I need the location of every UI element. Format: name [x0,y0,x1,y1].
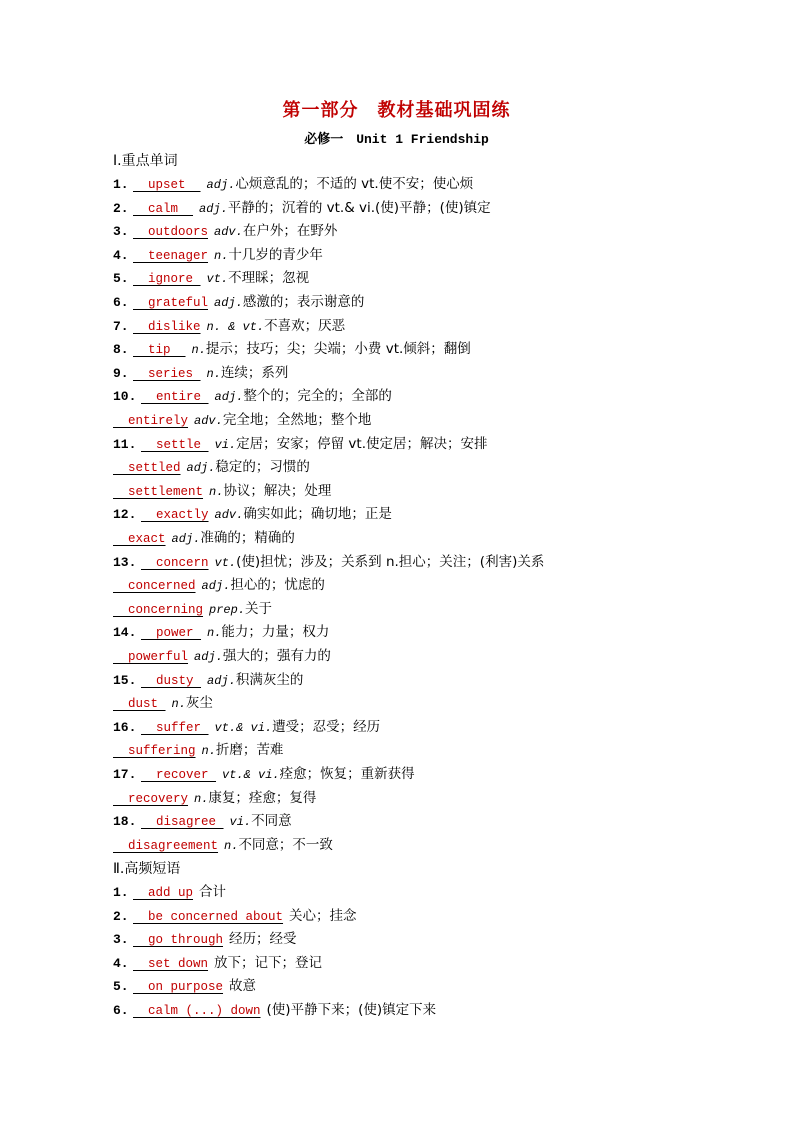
answer-blank: set down [133,956,209,971]
part-of-speech: n. [171,697,186,712]
answer-blank: recovery [113,791,189,806]
section-key-words-heading: Ⅰ.重点单词 [113,153,178,169]
answer-blank: be concerned about [133,909,284,924]
word-meaning: 痊愈；恢复；重新获得 [279,766,415,782]
part-of-speech: adj. [207,673,236,688]
part-of-speech: vt. [214,555,237,570]
part-of-speech: prep. [209,602,246,617]
entry-number: 7. [113,318,129,334]
entry-number: 16. [113,719,137,735]
word-meaning: 完全地；全然地；整个地 [222,412,372,428]
word-entry [113,692,213,714]
part-of-speech: adj. [201,579,231,594]
word-entry [113,551,544,573]
phrase-meaning: 关心；挂念 [289,907,357,924]
phrase-entry [113,881,226,903]
answer-blank: ignore [133,272,201,287]
word-meaning: 关于 [245,600,273,617]
word-meaning: 定居；安家；停留 vt.使定居；解决；安排 [236,435,488,452]
phrase-entry [113,928,297,950]
word-entry [113,787,316,809]
part-of-speech: adj. [194,650,223,664]
word-entry [113,385,392,407]
answer-blank: go through [133,933,224,948]
word-entry [113,267,309,289]
answer-blank: settlement [113,484,204,499]
word-entry [113,338,471,360]
entry-number: 1. [113,177,129,192]
word-meaning: 不同意；不一致 [238,836,333,853]
word-entry [113,197,491,219]
word-entry [113,739,283,761]
word-entry [113,574,325,596]
entry-number: 17. [113,767,137,782]
answer-blank: disagreement [113,838,219,853]
answer-blank: tip [133,343,186,358]
word-entry [113,480,331,502]
word-meaning: 稳定的；习惯的 [215,459,310,476]
word-meaning: 强大的；强有力的 [222,648,331,664]
part-of-speech: n. [207,626,222,641]
word-meaning: 心烦意乱的；不适的 vt.使不安；使心烦 [235,176,474,192]
word-entry [113,244,323,266]
answer-blank: concerned [113,579,196,594]
word-meaning: 不理睬；忽视 [228,270,310,287]
word-meaning: 灰尘 [185,695,213,712]
part-of-speech: vt.& vi. [222,768,280,782]
part-of-speech: vt.& vi. [214,720,273,735]
answer-blank: upset [133,178,201,192]
phrase-meaning: 经历；经受 [229,931,297,948]
phrase-meaning: 放下；记下；登记 [214,954,323,971]
word-entry [113,810,292,832]
part-of-speech: vt. [206,272,229,287]
answer-blank: entirely [113,414,189,428]
entry-number: 4. [113,955,129,971]
answer-blank: suffering [113,744,196,759]
answer-blank: calm (...) down [133,1004,261,1018]
entry-number: 3. [113,932,129,948]
entry-number: 5. [113,271,129,287]
word-meaning: 遭受；忍受；经历 [272,718,381,735]
part-of-speech: adj. [171,532,201,546]
word-entry [113,621,329,643]
answer-blank: exact [113,532,166,546]
word-meaning: 整个的；完全的；全部的 [243,388,392,405]
phrase-meaning: (使)平静下来；(使)镇定下来 [266,1002,437,1018]
word-meaning: 十几岁的青少年 [228,246,323,263]
word-entry [113,409,371,431]
part-of-speech: adv. [214,508,244,523]
entry-number: 8. [113,342,129,358]
entry-number: 11. [113,436,137,452]
word-meaning: 提示；技巧；尖；尖端；小费 vt.倾斜；翻倒 [205,341,471,358]
phrase-meaning: 故意 [229,978,257,995]
answer-blank: entire [141,390,209,405]
word-meaning: 感激的；表示谢意的 [242,294,365,310]
part-of-speech: n. & vt. [206,319,265,334]
word-entry [113,433,488,455]
answer-blank: grateful [133,296,209,310]
part-of-speech: n. [191,343,206,358]
word-entry [113,456,310,478]
part-of-speech: n. [214,248,229,263]
answer-blank: disagree [141,815,224,830]
phrase-entry [113,952,322,974]
word-entry [113,763,415,785]
entry-number: 1. [113,885,129,900]
answer-blank: powerful [113,650,189,664]
answer-blank: dust [113,697,166,712]
entry-number: 5. [113,979,129,995]
answer-blank: dusty [141,673,202,688]
phrase-entry [113,999,436,1021]
unit-subtitle: 必修一 Unit 1 Friendship [304,132,489,147]
part-of-speech: adj. [214,390,244,405]
answer-blank: power [141,626,202,641]
answer-blank: concern [141,555,209,570]
entry-number: 12. [113,507,137,523]
part-of-speech: n. [206,366,221,381]
entry-number: 9. [113,365,129,381]
phrase-entry [113,905,357,927]
answer-blank: dislike [133,319,201,334]
word-meaning: 能力；力量；权力 [221,624,330,641]
part-of-speech: adv. [214,225,243,240]
word-entry [113,173,473,195]
part-of-speech: adj. [199,201,228,216]
word-meaning: 在户外；在野外 [242,223,338,240]
answer-blank: recover [141,768,217,782]
part-of-speech: n. [224,838,239,853]
word-entry [113,669,303,691]
word-meaning: 担心的；忧虑的 [230,577,325,594]
entry-number: 13. [113,554,137,570]
word-entry [113,716,380,738]
entry-number: 18. [113,814,137,830]
answer-blank: series [133,366,201,381]
word-entry [113,503,392,525]
part-of-speech: n. [201,744,216,759]
entry-number: 3. [113,224,129,240]
answer-blank: add up [133,886,194,900]
word-entry [113,315,345,337]
word-meaning: 确实如此；确切地；正是 [243,506,392,523]
word-meaning: 康复；痊愈；复得 [208,789,317,806]
word-meaning: 连续；系列 [220,364,289,381]
part-of-speech: vi. [214,437,237,452]
phrase-meaning: 合计 [199,884,227,900]
entry-number: 6. [113,295,129,310]
word-meaning: (使)担忧；涉及；关系到 n.担心；关注；(利害)关系 [236,553,545,570]
answer-blank: settled [113,461,181,476]
entry-number: 4. [113,247,129,263]
word-entry [113,291,364,313]
answer-blank: outdoors [133,225,209,240]
word-meaning: 积满灰尘的 [235,671,304,688]
part-of-speech: adj. [214,296,243,310]
part-of-speech: vi. [229,815,252,830]
answer-blank: on purpose [133,980,224,995]
part-of-speech: adj. [206,178,236,192]
word-entry [113,220,337,242]
entry-number: 15. [113,672,137,688]
page-title: 第一部分 教材基础巩固练 [282,100,511,121]
word-meaning: 不喜欢；厌恶 [264,317,346,334]
word-entry [113,645,331,667]
word-entry [113,598,272,620]
section-phrases-heading: Ⅱ.高频短语 [113,861,181,877]
word-entry [113,362,288,384]
word-meaning: 不同意 [251,813,292,830]
word-meaning: 平静的；沉着的 vt.& vi.(使)平静；(使)镇定 [227,199,491,216]
entry-number: 2. [113,200,129,216]
answer-blank: calm [133,201,194,216]
entry-number: 10. [113,389,137,405]
entry-number: 2. [113,908,129,924]
entry-number: 14. [113,625,137,641]
answer-blank: suffer [141,720,209,735]
part-of-speech: n. [194,791,209,806]
word-meaning: 折磨；苦难 [215,742,284,759]
phrase-entry [113,975,256,997]
word-meaning: 协议；解决；处理 [223,482,332,499]
answer-blank: settle [141,437,209,452]
part-of-speech: adv. [194,414,223,428]
part-of-speech: n. [209,484,224,499]
answer-blank: exactly [141,508,209,523]
word-entry [113,834,333,856]
answer-blank: concerning [113,602,204,617]
part-of-speech: adj. [186,461,216,476]
word-meaning: 准确的；精确的 [200,530,295,546]
word-entry [113,527,295,549]
entry-number: 6. [113,1003,129,1018]
answer-blank: teenager [133,248,209,263]
